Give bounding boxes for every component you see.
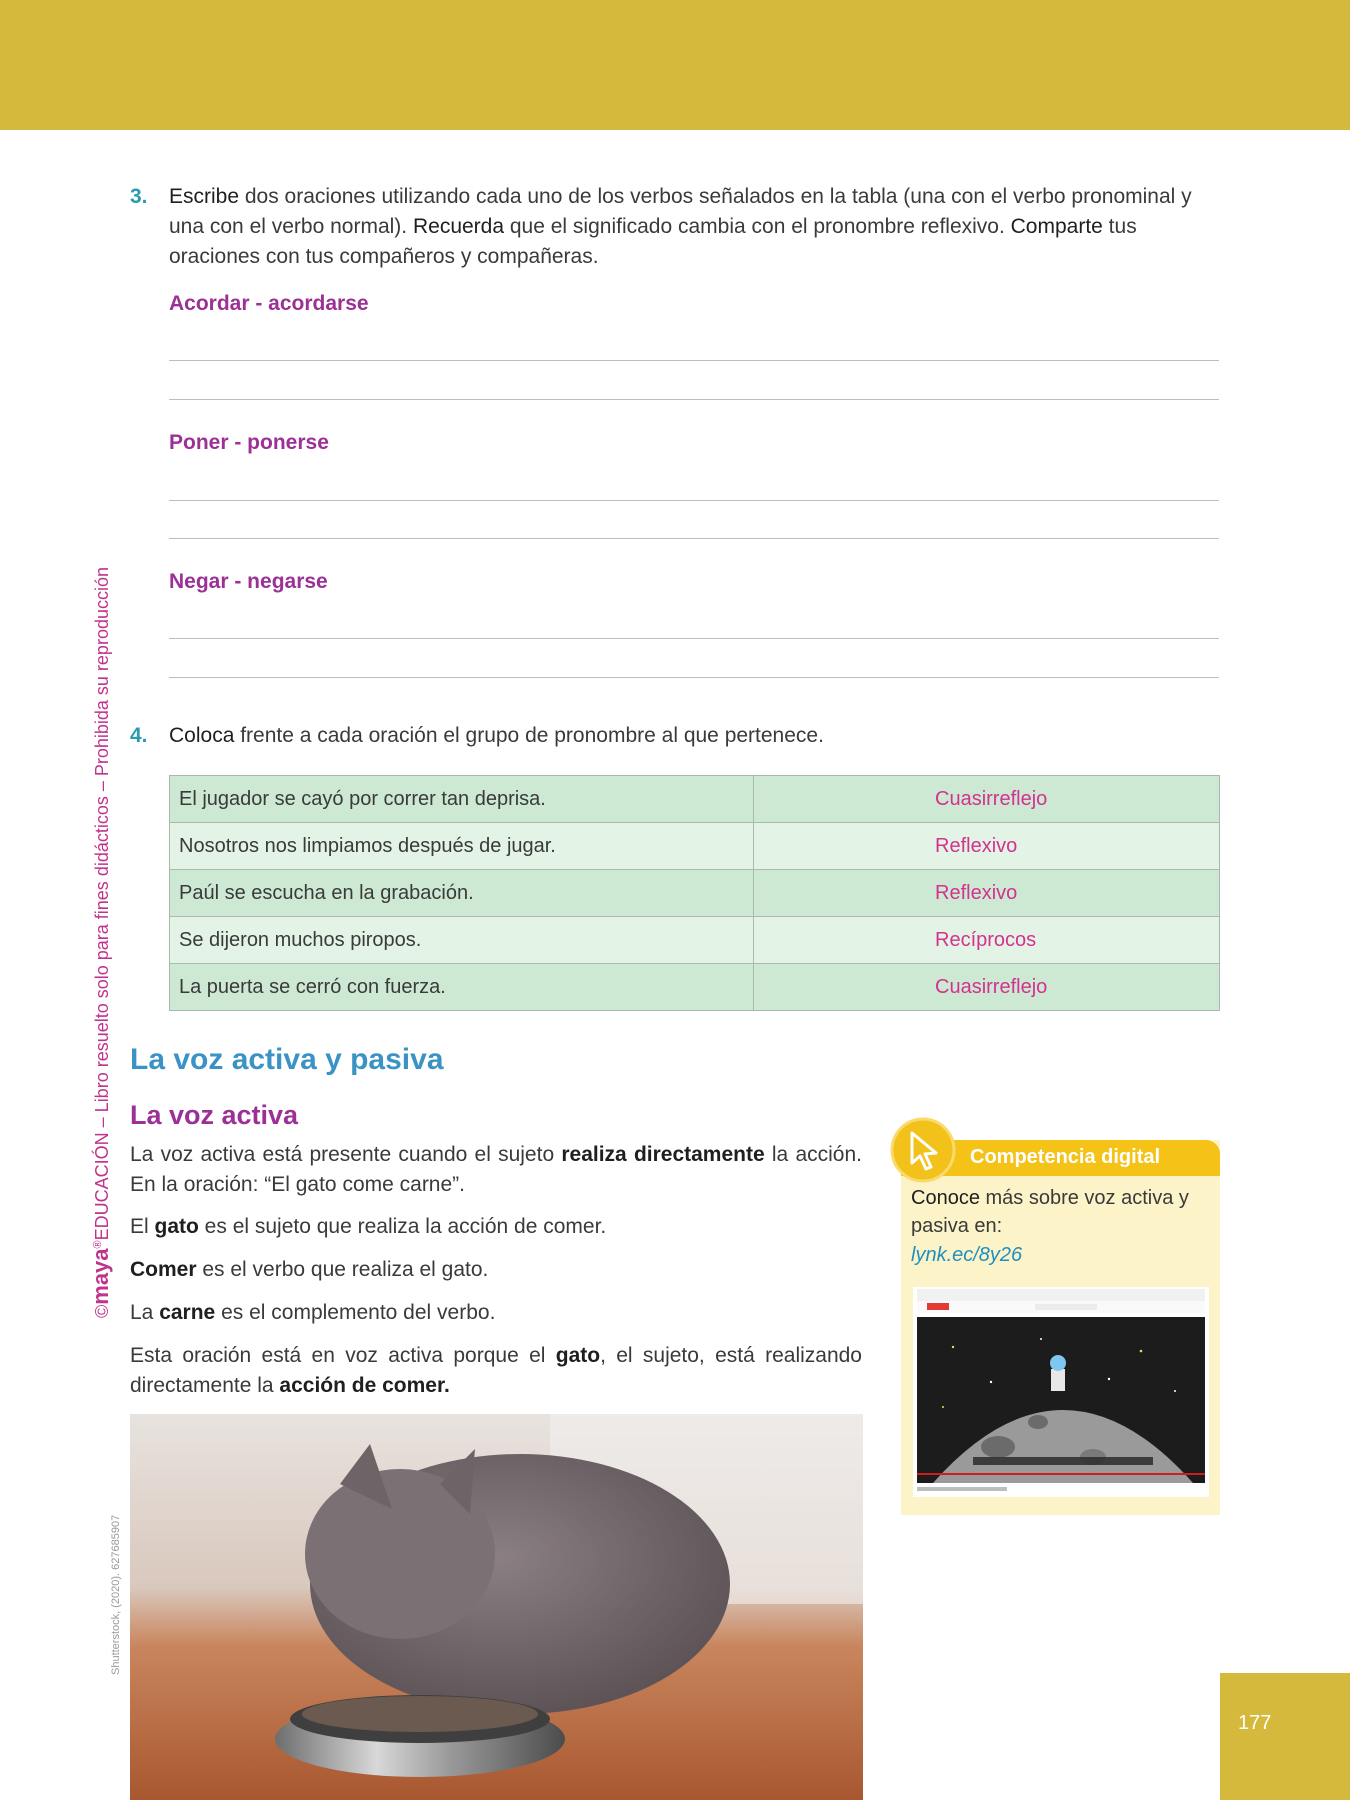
exercise-number: 4.	[130, 724, 148, 747]
header-band	[0, 0, 1350, 130]
writing-line[interactable]	[169, 638, 1219, 639]
writing-line[interactable]	[169, 360, 1219, 361]
sentence-cell: Se dijeron muchos piropos.	[170, 917, 754, 964]
writing-line[interactable]	[169, 538, 1219, 539]
exercise-number: 3.	[130, 185, 148, 208]
table-row	[170, 776, 1220, 823]
page-number: 177	[1238, 1712, 1272, 1734]
cursor-icon	[890, 1117, 956, 1183]
verb-pair-title: Poner - ponerse	[169, 431, 329, 454]
video-thumbnail[interactable]	[913, 1287, 1209, 1497]
sentence-cell: La puerta se cerró con fuerza.	[170, 964, 754, 1011]
brand-logo: maya	[88, 1248, 113, 1305]
digital-competence-title: Competencia digital	[970, 1146, 1161, 1168]
exercise-4-instructions: Coloca frente a cada oración el grupo de pronombre al que pertenece.	[169, 724, 824, 747]
answer-cell[interactable]: Cuasirreflejo	[754, 964, 1220, 1011]
verb-pair-title: Negar - negarse	[169, 570, 328, 593]
sentence-cell: Nosotros nos limpiamos después de jugar.	[170, 823, 754, 870]
table-row	[170, 964, 1220, 1011]
writing-line[interactable]	[169, 500, 1219, 501]
verb-pair-title: Acordar - acordarse	[169, 292, 369, 315]
paragraph-conclusion: Esta oración está en voz activa porque el gato, el sujeto, está realizando directamente la acción de comer.	[130, 1344, 862, 1397]
table-row	[170, 870, 1220, 917]
section-title: La voz activa y pasiva	[130, 1043, 444, 1076]
table-row	[170, 917, 1220, 964]
photo-credit: Shutterstock, (2020). 627685907	[110, 1514, 122, 1675]
digital-competence-text: Conoce más sobre voz activa y pasiva en:	[911, 1187, 1189, 1237]
pronoun-table	[169, 775, 1220, 1011]
section-subtitle: La voz activa	[130, 1100, 299, 1130]
paragraph-complement: La carne es el complemento del verbo.	[130, 1301, 496, 1324]
copyright-notice: ©maya®EDUCACIÓN – Libro resuelto solo para fines didácticos – Prohibida su reproducción	[88, 567, 113, 1318]
answer-cell[interactable]: Reflexivo	[754, 870, 1220, 917]
sentence-cell: Paúl se escucha en la grabación.	[170, 870, 754, 917]
resource-link[interactable]: lynk.ec/8y26	[911, 1244, 1023, 1266]
cat-eating-photo	[130, 1414, 863, 1800]
sentence-cell: El jugador se cayó por correr tan deprisa.	[170, 776, 754, 823]
paragraph-subject: El gato es el sujeto que realiza la acción de comer.	[130, 1215, 607, 1238]
paragraph-verb: Comer es el verbo que realiza el gato.	[130, 1258, 489, 1281]
table-row	[170, 823, 1220, 870]
answer-cell[interactable]: Recíprocos	[754, 917, 1220, 964]
page-number-box	[1220, 1673, 1350, 1800]
paragraph-definition: La voz activa está presente cuando el sujeto realiza directamente la acción. En la oración: “El gato come carne”.	[130, 1143, 862, 1196]
answer-cell[interactable]: Reflexivo	[754, 823, 1220, 870]
writing-line[interactable]	[169, 399, 1219, 400]
exercise-3-instructions: Escribe dos oraciones utilizando cada uno de los verbos señalados en la tabla (una con el verbo pronominal y una con el verbo normal). Recuerda que el significado cambia con el pronombre reflexivo. Comparte tus oraciones con tus compañeros y compañeras.	[169, 185, 1192, 268]
answer-cell[interactable]: Cuasirreflejo	[754, 776, 1220, 823]
writing-line[interactable]	[169, 677, 1219, 678]
